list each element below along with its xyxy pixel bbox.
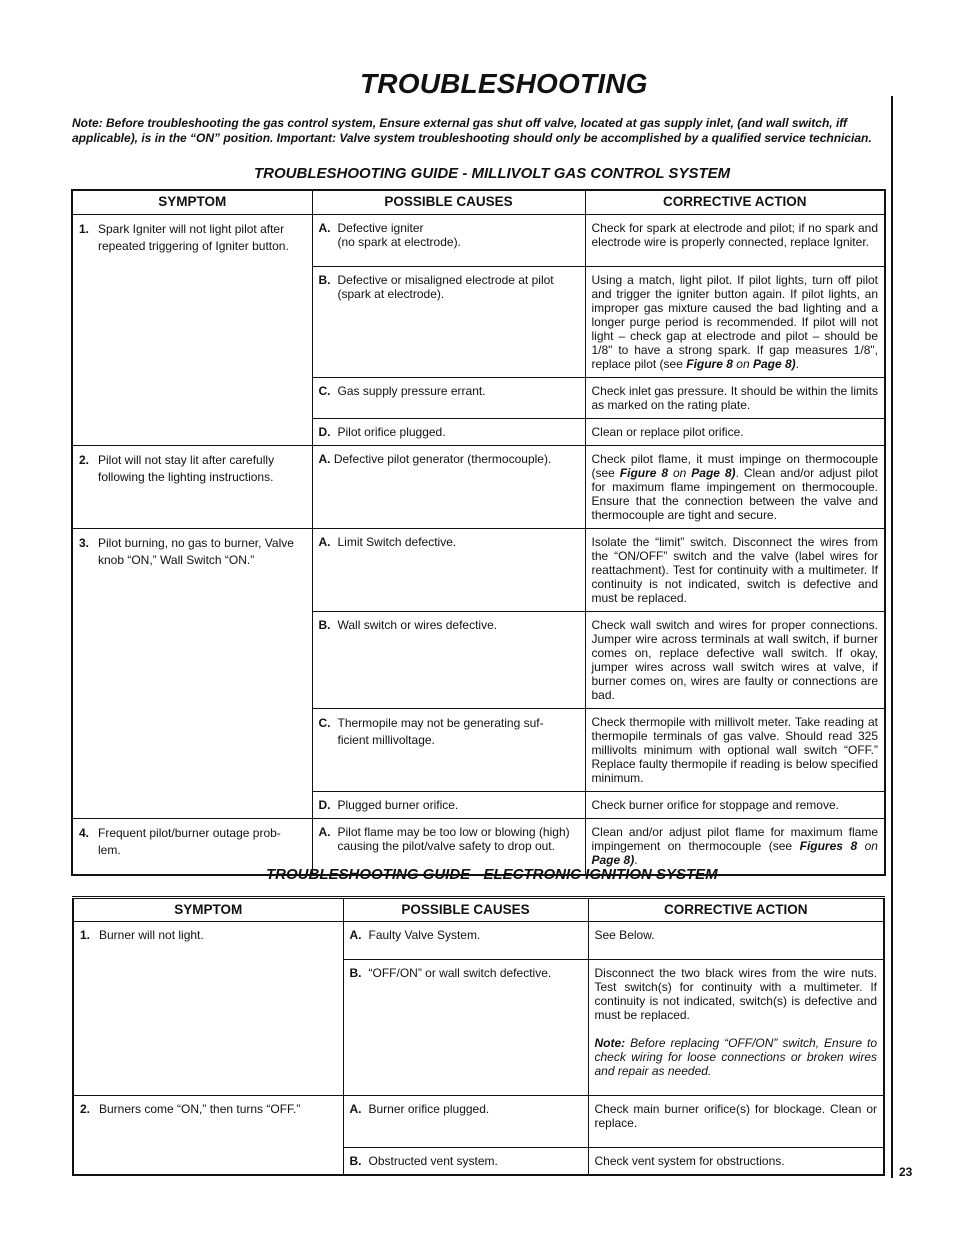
millivolt-guide-table — [71, 189, 886, 876]
cause-letter: A. — [349, 1102, 362, 1116]
action-tail: . Clean and/or adjust pilot for maximum flame impingement on thermocouple. Ensure that the connection between the valve and thermocouple are tight and secure. — [591, 465, 879, 522]
action-tail: . — [634, 852, 638, 867]
cause-cell — [343, 1096, 588, 1148]
cause-letter: B. — [318, 617, 331, 632]
reference-connector: on — [864, 838, 878, 853]
symptom-text: Spark Igniter will not light pilot after repeated triggering of Igniter button. — [98, 221, 289, 253]
cause-cell — [312, 791, 585, 818]
page-title: TROUBLESHOOTING — [360, 68, 648, 99]
cause-letter: A. — [318, 534, 331, 549]
symptom-number: 2. — [79, 452, 90, 467]
margin-rule — [891, 96, 893, 1178]
action-cell: Check for spark at electrode and pilot; if no spark and electrode wire is properly connected, replace Igniter. — [585, 214, 885, 266]
cause-letter: A. — [349, 928, 362, 942]
cause-letter: B. — [349, 966, 362, 980]
cause-cell — [343, 1148, 588, 1176]
symptom-text: Frequent pilot/burner outage prob- lem. — [98, 825, 281, 857]
action-note — [595, 1036, 878, 1078]
cause-text: Faulty Valve System. — [368, 928, 481, 942]
action-cell: Check vent system for obstructions. — [588, 1148, 884, 1176]
symptom-cell — [72, 445, 312, 528]
cause-cell — [312, 418, 585, 445]
cause-text: Gas supply pressure errant. — [337, 383, 486, 398]
cause-letter: C. — [318, 715, 331, 730]
cause-letter: A. — [318, 451, 331, 466]
cause-text: Pilot flame may be too low or blowing (high) causing the pilot/valve safety to drop out. — [337, 824, 570, 853]
reference-connector: on — [736, 356, 750, 371]
reference-connector: on — [672, 465, 687, 480]
figure-reference: Figure 8 — [686, 356, 733, 371]
electronic-guide-table — [72, 896, 885, 1176]
cause-letter: A. — [318, 824, 331, 839]
cause-cell — [312, 377, 585, 418]
action-cell: Check burner orifice for stoppage and remove. — [585, 791, 885, 818]
cause-letter: D. — [318, 797, 331, 812]
cause-text: Plugged burner orifice. — [337, 797, 459, 812]
symptom-number: 3. — [79, 535, 90, 550]
cause-text: Obstructed vent system. — [368, 1154, 498, 1168]
action-cell: Isolate the “limit” switch. Disconnect the wires from the “ON/OFF” switch and the valve (label wires for reattachment). Test for continuity with a multimeter. If continuity is not indicated, switch is defective and must be replaced. — [585, 528, 885, 611]
cause-cell — [312, 214, 585, 266]
action-cell — [585, 266, 885, 377]
page-number: 23 — [899, 1165, 913, 1179]
symptom-text: Pilot burning, no gas to burner, Valve knob “ON,” Wall Switch “ON.” — [98, 535, 294, 567]
cause-letter: B. — [349, 1154, 362, 1168]
cause-text: Defective igniter (no spark at electrode). — [337, 220, 461, 249]
symptom-cell — [72, 528, 312, 818]
page-reference: Page 8) — [591, 852, 635, 867]
action-cell: Check wall switch and wires for proper connections. Jumper wire across terminals at wall switch, if burner comes on, replace defective wall switch. If okay, jumper wires across wall switch wires at valve, if burner comes on, wires are faulty or connections are bad. — [585, 611, 885, 708]
action-cell: See Below. — [588, 922, 884, 960]
figure-reference: Figures 8 — [799, 838, 858, 853]
header-symptom: SYMPTOM — [72, 190, 312, 214]
cause-text: Burner orifice plugged. — [368, 1102, 490, 1116]
cause-cell — [343, 922, 588, 960]
action-text: Disconnect the two black wires from the wire nuts. Test switch(s) for continuity with a multimeter. If continuity is not indicated, switch(s) is defective and must be replaced. — [594, 966, 877, 1022]
guide2-title: TROUBLESHOOTING GUIDE - ELECTRONIC IGNITION SYSTEM — [266, 866, 718, 883]
header-corrective-action: CORRECTIVE ACTION — [588, 898, 884, 922]
page-reference: Page 8) — [691, 465, 736, 480]
symptom-cell — [73, 1096, 343, 1176]
action-cell: Clean or replace pilot orifice. — [585, 418, 885, 445]
cause-cell — [312, 611, 585, 708]
cause-text: Wall switch or wires defective. — [337, 617, 498, 632]
action-text: Clean and/or adjust pilot flame for maximum flame impingement on thermocouple (see — [591, 824, 878, 853]
header-symptom: SYMPTOM — [73, 898, 343, 922]
note-text: Before replacing “OFF/ON” switch, Ensure to check wiring for loose connections or broken wires and repair as needed. — [594, 1036, 877, 1078]
symptom-cell — [73, 922, 343, 1096]
cause-letter: B. — [318, 272, 331, 287]
cause-cell — [343, 960, 588, 1096]
cause-text: Thermopile may not be generating suf- ficient millivoltage. — [337, 715, 544, 747]
header-possible-causes: POSSIBLE CAUSES — [312, 190, 585, 214]
cause-cell — [312, 528, 585, 611]
action-cell: Check inlet gas pressure. It should be within the limits as marked on the rating plate. — [585, 377, 885, 418]
symptom-text: Burners come “ON,” then turns “OFF.” — [99, 1102, 301, 1116]
cause-text: Limit Switch defective. — [337, 534, 457, 549]
symptom-number: 2. — [80, 1102, 91, 1116]
guide1-title: TROUBLESHOOTING GUIDE - MILLIVOLT GAS CONTROL SYSTEM — [254, 165, 731, 182]
action-tail: . — [795, 356, 799, 371]
cause-cell — [312, 708, 585, 791]
page-reference: Page 8) — [752, 356, 796, 371]
symptom-number: 1. — [79, 221, 90, 236]
symptom-text: Burner will not light. — [99, 928, 204, 942]
cause-cell — [312, 266, 585, 377]
action-text: Check pilot flame, it must impinge on thermocouple (see — [591, 451, 878, 480]
action-cell — [585, 445, 885, 528]
header-possible-causes: POSSIBLE CAUSES — [343, 898, 588, 922]
note-label: Note: — [594, 1036, 626, 1050]
symptom-cell — [72, 214, 312, 445]
header-corrective-action: CORRECTIVE ACTION — [585, 190, 885, 214]
action-cell — [588, 960, 884, 1096]
cause-text: “OFF/ON” or wall switch defective. — [368, 966, 552, 980]
cause-text: Pilot orifice plugged. — [337, 424, 446, 439]
action-cell: Check thermopile with millivolt meter. Take reading at thermopile terminals of gas valve. Should read 325 millivolts minimum with optional wall switch “OFF.” Replace faulty thermopile if reading is below specified minimum. — [585, 708, 885, 791]
cause-letter: A. — [318, 220, 331, 235]
cause-text: Defective or misaligned electrode at pilot (spark at electrode). — [337, 272, 554, 301]
cause-cell — [312, 445, 585, 528]
figure-reference: Figure 8 — [619, 465, 669, 480]
symptom-text: Pilot will not stay lit after carefully following the lighting instructions. — [98, 452, 275, 484]
symptom-number: 1. — [80, 928, 91, 942]
safety-note: Note: Before troubleshooting the gas control system, Ensure external gas shut off valve, located at gas supply inlet, (and wall switch, iff applicable), is in the “ON” position. Important: Valve system troubleshooting should only be accomplished by a qualified service technician. — [72, 116, 872, 145]
symptom-number: 4. — [79, 825, 90, 840]
cause-letter: C. — [318, 383, 331, 398]
cause-text: Defective pilot generator (thermocouple). — [333, 451, 552, 466]
action-cell: Check main burner orifice(s) for blockage. Clean or replace. — [588, 1096, 884, 1148]
action-text: Using a match, light pilot. If pilot lights, turn off pilot and trigger the igniter button again. If pilot lights, an improper gas mixture caused the bad lighting and a longer purge period is recommended. If pilot will not light – check gap at electrode and pilot – should be 1/8" to have a strong spark. If gap measures 1/8", replace pilot (see — [591, 272, 878, 371]
cause-letter: D. — [318, 424, 331, 439]
